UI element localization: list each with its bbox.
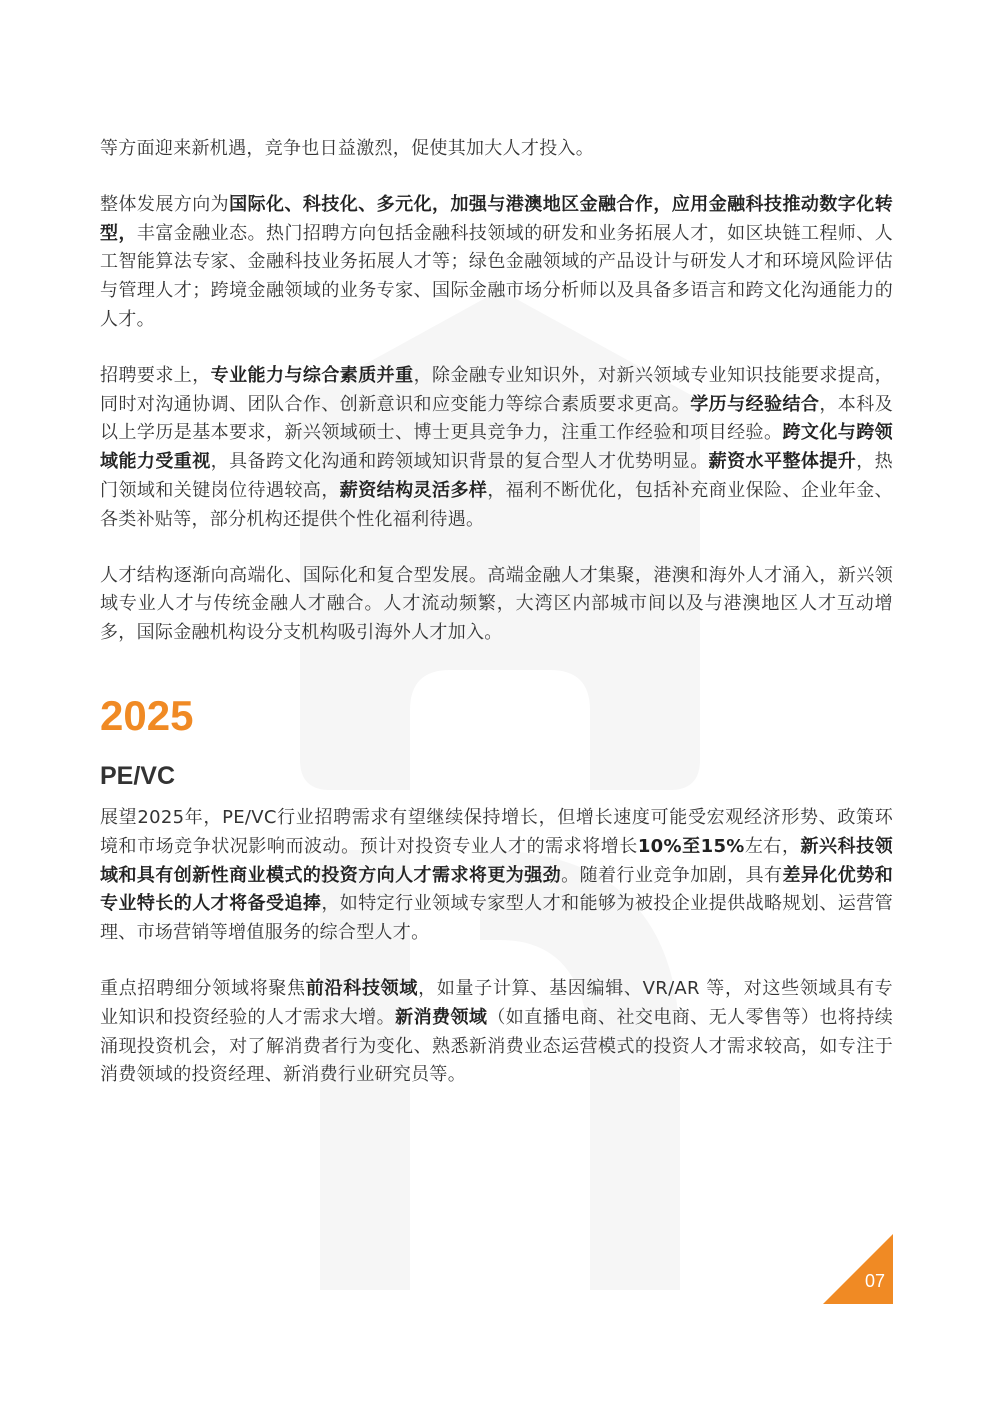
highlight-text: 差异化优势和专业特长的人才将备受追捧 xyxy=(100,864,893,915)
page-number-badge xyxy=(823,1234,893,1304)
highlight-text: 国际化、科技化、多元化，加强与港澳地区金融合作，应用金融科技推动数字化转型， xyxy=(100,193,893,244)
page-number: 07 xyxy=(864,1271,885,1291)
body-text: 整体发展方向为 xyxy=(100,193,230,215)
highlight-text: 新兴科技领域和具有创新性商业模式的投资方向人才需求将更为强劲 xyxy=(100,835,893,886)
highlight-text: 薪资结构灵活多样 xyxy=(339,479,488,501)
body-text: 等方面迎来新机遇，竞争也日益激烈，促使其加大人才投入。 xyxy=(100,138,595,159)
body-text-top xyxy=(100,135,893,648)
highlight-text: 薪资水平整体提升 xyxy=(708,451,857,473)
highlight-text: 专业能力与综合素质并重 xyxy=(210,364,414,386)
top-paragraph-1 xyxy=(100,135,893,164)
top-paragraph-3 xyxy=(100,362,893,535)
highlight-text: 10%至15% xyxy=(637,835,745,857)
body-text: ，本科及以上学历是基本要求，新兴领域硕士、博士更具竞争力，注重工作经验和项目经验。 xyxy=(100,393,893,444)
highlight-text: 跨文化与跨领域能力受重视 xyxy=(100,422,893,473)
top-paragraph-2 xyxy=(100,191,893,335)
page-content xyxy=(100,135,893,1117)
pevc-paragraph-1 xyxy=(100,804,893,948)
year-heading: 2025 xyxy=(100,691,194,739)
body-text: ，如量子计算、基因编辑、VR/AR 等，对这些领域具有专业知识和投资经验的人才需求大增。 xyxy=(100,977,893,1028)
body-text: ，具备跨文化沟通和跨领域知识背景的复合型人才优势明显。 xyxy=(210,451,709,473)
body-text: ，除金融专业知识外，对新兴领域专业知识技能要求提高，同时对沟通协调、团队合作、创新意识和应变能力等综合素质要求更高。 xyxy=(100,364,893,415)
highlight-text: 学历与经验结合 xyxy=(690,393,820,415)
body-text: 。随着行业竞争加剧，具有 xyxy=(561,864,783,886)
section-title: PE/VC xyxy=(100,761,176,790)
body-text: ，如特定行业领域专家型人才和能够为被投企业提供战略规划、运营管理、市场营销等增值服务的综合型人才。 xyxy=(100,893,893,944)
corner-triangle-icon xyxy=(823,1234,893,1304)
body-text: 人才结构逐渐向高端化、国际化和复合型发展。高端金融人才集聚，港澳和海外人才涌入，新兴领域专业人才与传统金融人才融合。人才流动频繁，大湾区内部城市间以及与港澳地区人才互动增多，国际金融机构设分支机构吸引海外人才加入。 xyxy=(100,564,893,644)
highlight-text: 新消费领域 xyxy=(395,1006,488,1028)
body-text: 重点招聘细分领域将聚焦 xyxy=(100,977,306,999)
body-text: 左右， xyxy=(744,835,801,857)
body-text: （如直播电商、社交电商、无人零售等）也将持续涌现投资机会，对了解消费者行为变化、熟悉新消费业态运营模式的投资人才需求较高，如专注于消费领域的投资经理、新消费行业研究员等。 xyxy=(100,1006,893,1086)
body-text-bottom xyxy=(100,804,893,1090)
pevc-paragraph-2 xyxy=(100,975,893,1090)
top-paragraph-4 xyxy=(100,562,893,648)
highlight-text: 前沿科技领域 xyxy=(305,977,419,999)
body-text: 招聘要求上， xyxy=(100,364,211,386)
body-text: ，热门领域和关键岗位待遇较高， xyxy=(100,451,893,501)
body-text: 展望2025年，PE/VC行业招聘需求有望继续保持增长，但增长速度可能受宏观经济形势、政策环境和市场竞争状况影响而波动。预计对投资专业人才的需求将增长 xyxy=(100,806,893,857)
body-text: 丰富金融业态。热门招聘方向包括金融科技领域的研发和业务拓展人才，如区块链工程师、人工智能算法专家、金融科技业务拓展人才等；绿色金融领域的产品设计与研发人才和环境风险评估与管理人才；跨境金融领域的业务专家、国际金融市场分析师以及具备多语言和跨文化沟通能力的人才。 xyxy=(100,222,893,330)
body-text: ，福利不断优化，包括补充商业保险、企业年金、各类补贴等，部分机构还提供个性化福利待遇。 xyxy=(100,479,893,530)
